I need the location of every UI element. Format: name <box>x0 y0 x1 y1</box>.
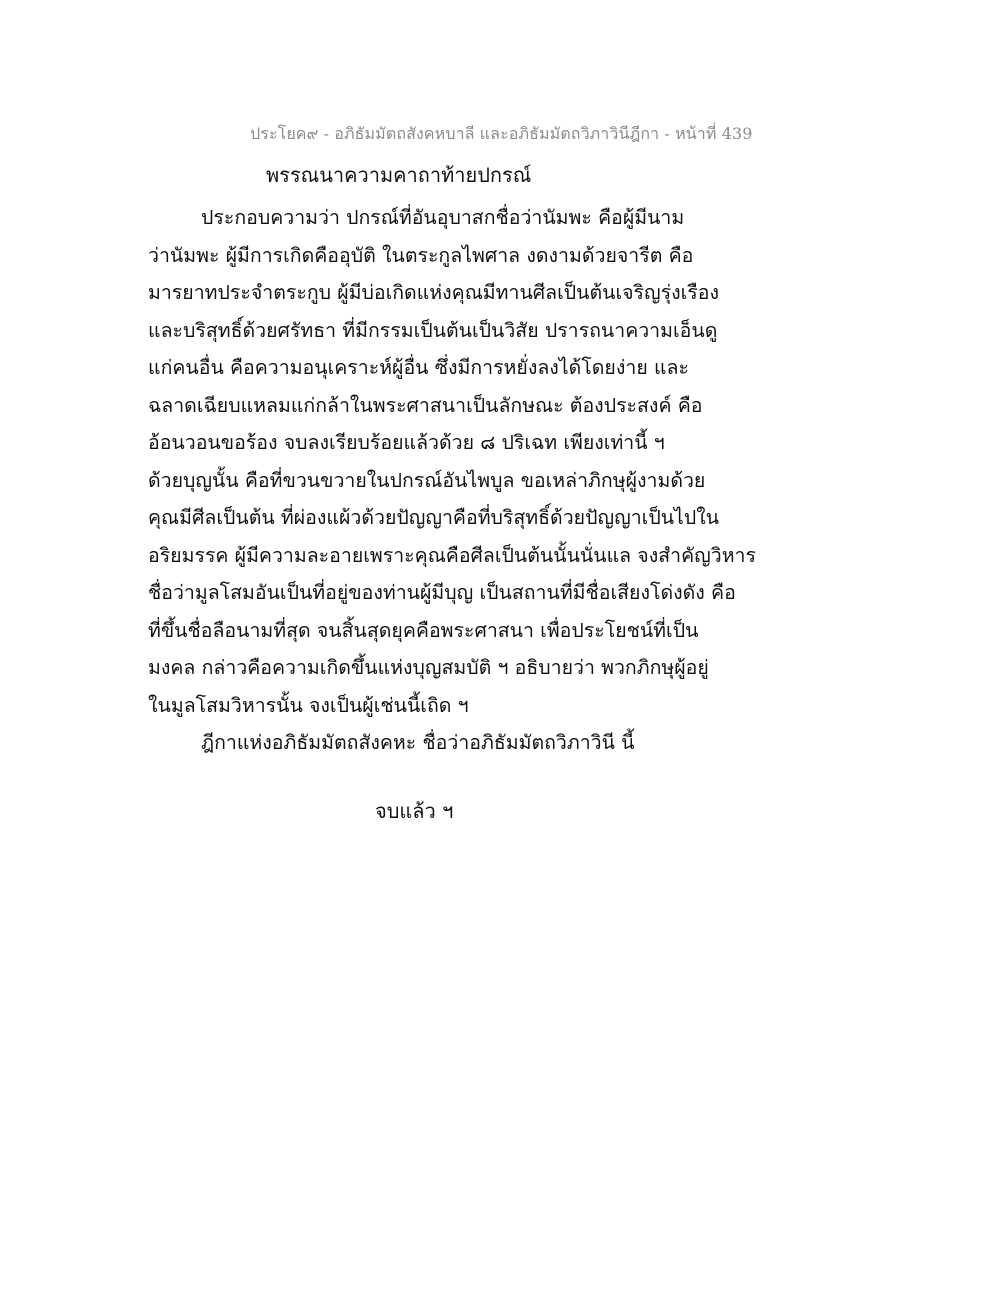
closing-line: จบแล้ว ฯ <box>375 799 454 823</box>
paragraph-line: ประกอบความว่า ปกรณ์ที่อันอุบาสกชื่อว่านัมพะ คือผู้มีนาม <box>201 206 685 229</box>
paragraph-line: ว่านัมพะ ผู้มีการเกิดคืออุบัติ ในตระกูลไพศาล งดงามด้วยจารีต คือ <box>148 243 694 267</box>
paragraph-line: ด้วยบุญนั้น คือที่ขวนขวายในปกรณ์อันไพบูล ขอเหล่าภิกษุผู้งามด้วย <box>148 468 706 492</box>
section-title: พรรณนาความคาถาท้ายปกรณ์ <box>266 163 532 187</box>
paragraph-line: มงคล กล่าวคือความเกิดขึ้นแห่งบุญสมบัติ ฯ อธิบายว่า พวกภิกษุผู้อยู่ <box>148 656 709 679</box>
paragraph-line: ในมูลโสมวิหารนั้น จงเป็นผู้เช่นนี้เถิด ฯ <box>148 693 469 717</box>
paragraph-line: อริยมรรค ผู้มีความละอายเพราะคุณคือศีลเป็นต้นนั้นนั่นแล จงสำคัญวิหาร <box>148 543 756 567</box>
paragraph-line: ฎีกาแห่งอภิธัมมัตถสังคหะ ชื่อว่าอภิธัมมัตถวิภาวินี นี้ <box>201 731 635 754</box>
body-text <box>148 199 756 762</box>
paragraph-line: คุณมีศีลเป็นต้น ที่ผ่องแผ้วด้วยปัญญาคือที่บริสุทธิ์ด้วยปัญญาเป็นไปใน <box>148 506 720 529</box>
paragraph-line: ที่ขึ้นชื่อลือนามที่สุด จนสิ้นสุดยุคคือพระศาสนา เพื่อประโยชน์ที่เป็น <box>148 618 699 642</box>
paragraph-line: แก่คนอื่น คือความอนุเคราะห์ผู้อื่น ซึ่งมีการหยั่งลงได้โดยง่าย และ <box>148 356 689 379</box>
paragraph-line: ชื่อว่ามูลโสมอันเป็นที่อยู่ของท่านผู้มีบุญ เป็นสถานที่มีชื่อเสียงโด่งดัง คือ <box>148 581 736 604</box>
paragraph-line: อ้อนวอนขอร้อง จบลงเรียบร้อยแล้วด้วย ๘ ปริเฉท เพียงเท่านี้ ฯ <box>148 431 665 454</box>
paragraph-line: และบริสุทธิ์ด้วยศรัทธา ที่มีกรรมเป็นต้นเป็นวิสัย ปรารถนาความเอ็นดู <box>148 318 718 342</box>
paragraph-line: ฉลาดเฉียบแหลมแก่กล้าในพระศาสนาเป็นลักษณะ ต้องประสงค์ คือ <box>148 393 703 417</box>
running-header: ประโยค๙ - อภิธัมมัตถสังคหบาลี และอภิธัมมัตถวิภาวินีฎีกา - หน้าที่ 439 <box>250 124 753 143</box>
paragraph-line: มารยาทประจำตระกูบ ผู้มีบ่อเกิดแห่งคุณมีทานศีลเป็นต้นเจริญรุ่งเรือง <box>148 281 720 304</box>
